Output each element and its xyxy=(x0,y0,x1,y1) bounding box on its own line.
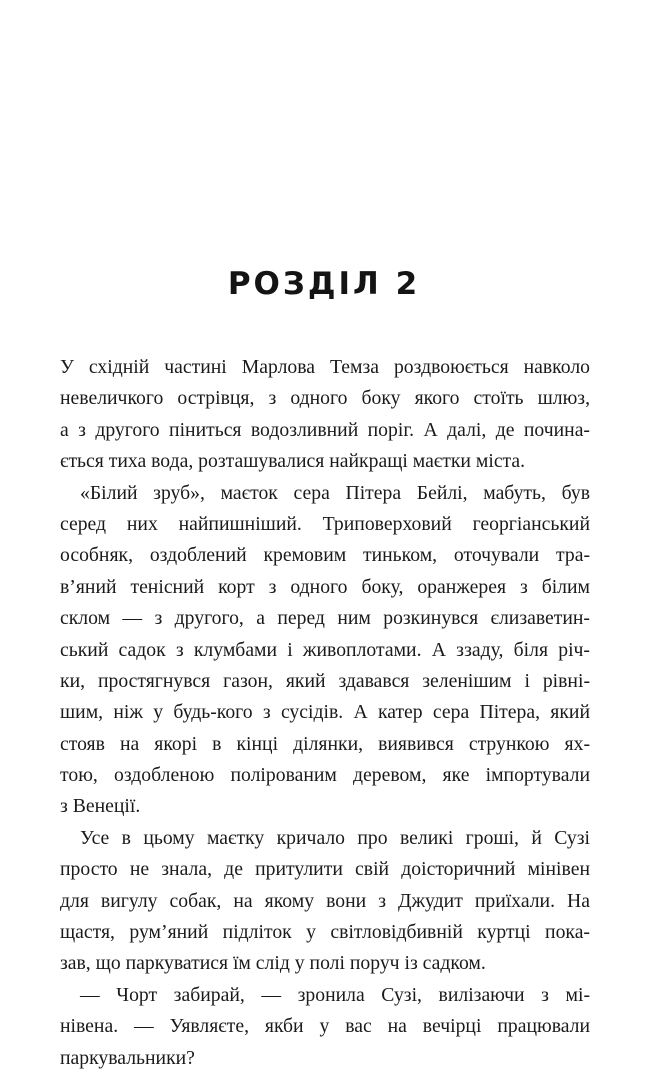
text-line: зав, що паркуватися їм слід у полі поруч із садком. xyxy=(60,952,486,975)
text-line: Усе в цьому маєтку кричало про великі гроші, й Сузі xyxy=(80,826,590,849)
text-line: — Чорт забирай, — зронила Сузі, вилізаючи з мі- xyxy=(80,983,590,1006)
text-line: особняк, оздоблений кремовим тиньком, оточували тра- xyxy=(60,544,590,567)
text-line: просто не знала, де притулити свій доісторичний мінівен xyxy=(60,858,590,881)
text-line: щастя, рум’яний підліток у світловідбивній куртці пока- xyxy=(60,921,590,944)
text-line: ється тиха вода, розташувалися найкращі маєтки міста. xyxy=(60,450,526,473)
body-text xyxy=(60,352,590,1074)
text-line: в’яний тенісний корт з одного боку, оранжерея з білим xyxy=(60,575,590,598)
text-line: склом — з другого, а перед ним розкинувся єлизаветин- xyxy=(60,607,590,630)
text-line: паркувальники? xyxy=(60,1046,195,1069)
text-line: серед них найпишніший. Триповерховий георгіанський xyxy=(60,512,590,535)
text-line: нівена. — Уявляєте, якби у вас на вечірці працювали xyxy=(60,1015,590,1038)
text-line: з Венеції. xyxy=(60,795,141,818)
chapter-title: РОЗДІЛ 2 xyxy=(227,266,421,302)
text-line: тою, оздобленою полірованим деревом, яке імпортували xyxy=(60,764,590,787)
text-line: ки, простягнувся газон, який здавався зеленішим і рівні- xyxy=(60,669,590,692)
text-line: стояв на якорі в кінці ділянки, виявився стрункою ях- xyxy=(60,732,590,755)
text-line: невеличкого острівця, з одного боку якого стоїть шлюз, xyxy=(60,387,590,410)
text-line: «Білий зруб», маєток сера Пітера Бейлі, мабуть, був xyxy=(80,481,590,504)
text-line: а з другого піниться водозливний поріг. А далі, де почина- xyxy=(60,418,590,441)
text-line: для вигулу собак, на якому вони з Джудит приїхали. На xyxy=(60,889,590,912)
text-line: У східній частині Марлова Темза роздвоюється навколо xyxy=(60,356,590,378)
text-line: шим, ніж у будь-кого з сусідів. А катер сера Пітера, який xyxy=(60,701,590,724)
text-line: ський садок з клумбами і живоплотами. А ззаду, біля річ- xyxy=(60,638,590,661)
